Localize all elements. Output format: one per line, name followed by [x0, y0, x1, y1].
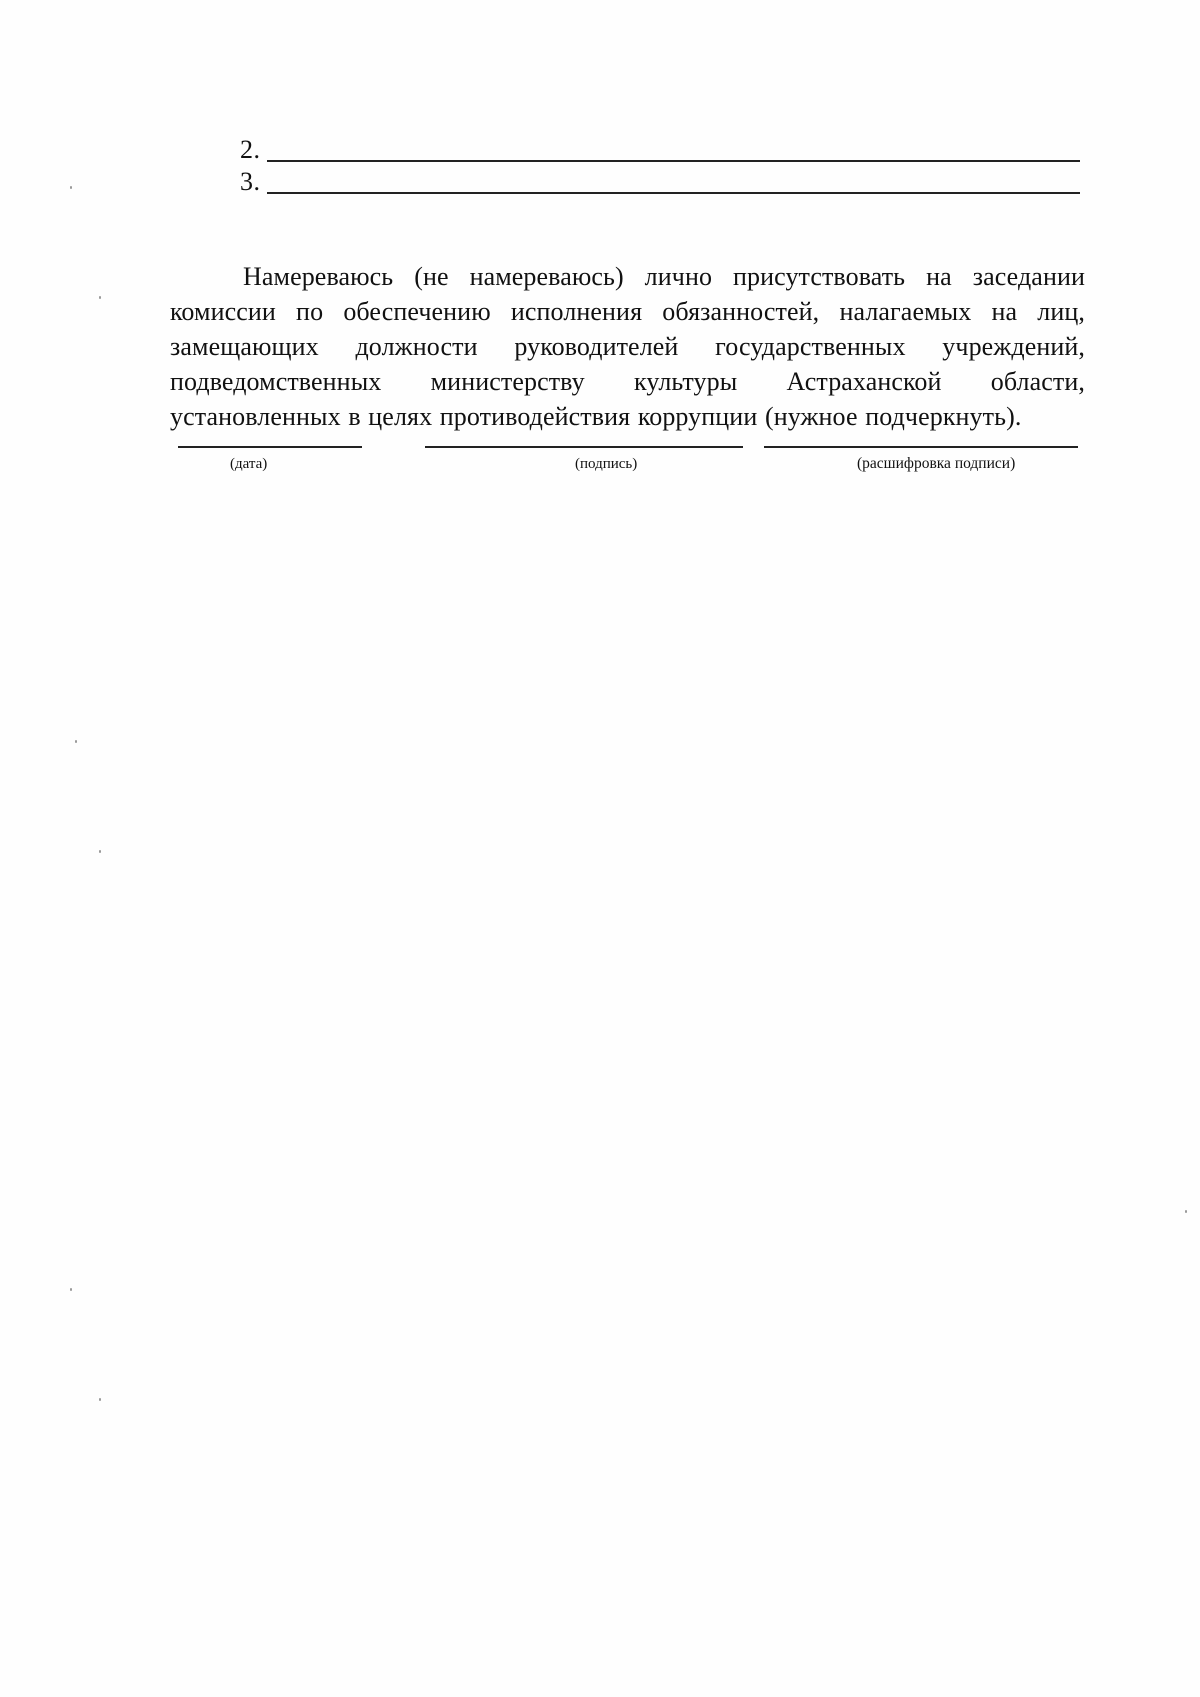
scan-speck [70, 1288, 72, 1291]
scan-speck [99, 1398, 101, 1401]
scan-speck [99, 296, 101, 299]
signature-caption: (подпись) [575, 456, 638, 472]
attendance-statement: Намереваюсь (не намереваюсь) лично присутствовать на заседании комиссии по обеспечению исполнения обязанностей, налагаемых на лиц, замещающих должности руководителей государственных учреждений, подведомственных министерству культуры Астраханской области, установленных в целях противодействия коррупции (нужное подчеркнуть). [170, 262, 1085, 431]
blank-line [267, 160, 1081, 162]
date-line [178, 446, 362, 448]
scan-speck [1185, 1210, 1187, 1213]
blank-line [267, 192, 1081, 194]
signature-field [425, 446, 743, 486]
scan-speck [75, 740, 77, 743]
scan-speck [99, 850, 101, 853]
signature-line [425, 446, 743, 448]
scan-speck [70, 186, 72, 189]
signature-decoding-caption: (расшифровка подписи) [857, 455, 1016, 472]
list-item-2 [240, 131, 1080, 163]
signature-decoding-line [764, 446, 1078, 448]
signature-decoding-field [764, 446, 1078, 486]
date-field [178, 446, 362, 486]
date-caption: (дата) [230, 456, 268, 472]
list-number: 3. [240, 167, 261, 196]
list-item-3 [240, 163, 1080, 195]
list-number: 2. [240, 135, 261, 164]
